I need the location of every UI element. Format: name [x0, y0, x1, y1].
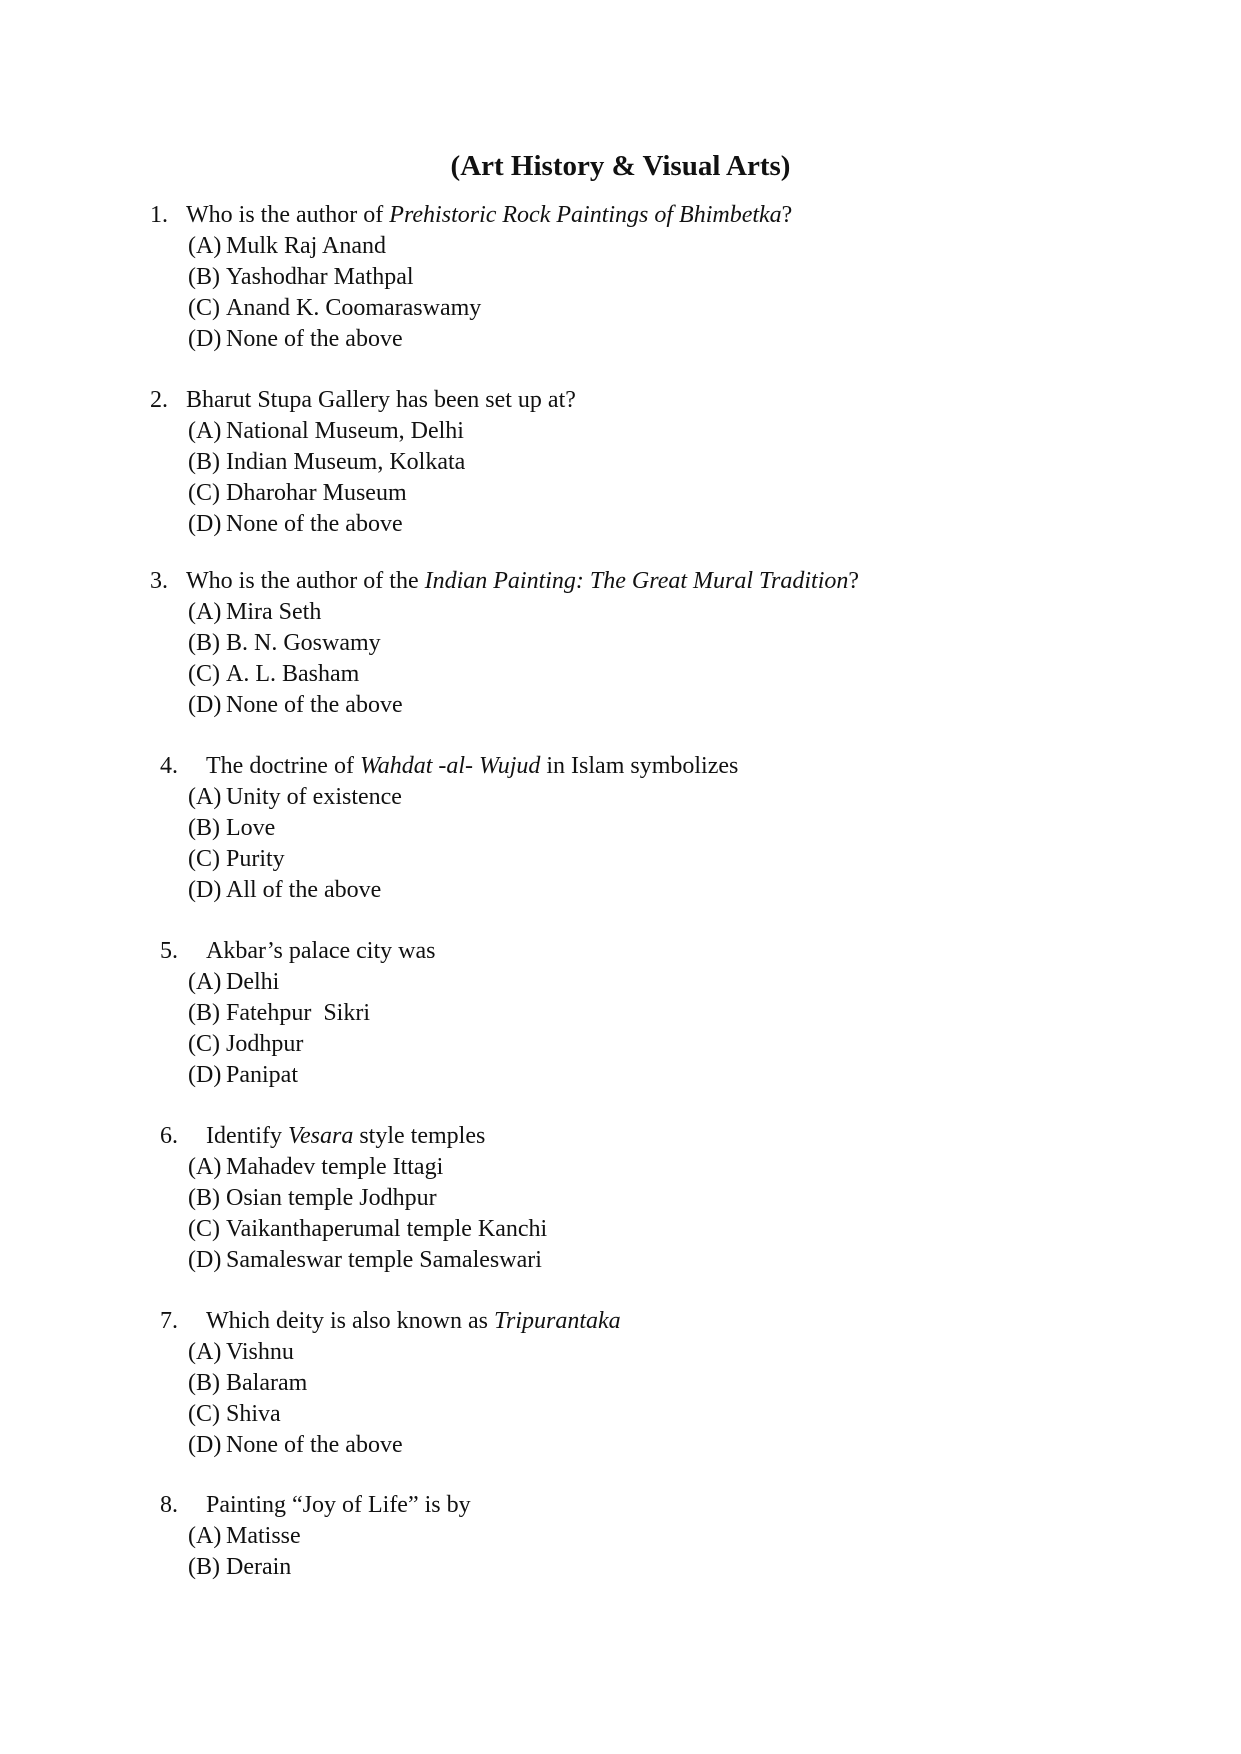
question-text: Who is the author of the [186, 568, 425, 594]
option-text: Mahadev temple Ittagi [226, 1154, 444, 1180]
option-a [160, 1521, 471, 1552]
option-label: (A) [188, 1523, 222, 1549]
question-number: 7. [160, 1308, 178, 1334]
option-text: National Museum, Delhi [226, 418, 464, 444]
option-a [150, 597, 859, 628]
option-text: Panipat [226, 1062, 298, 1088]
option-text: Mira Seth [226, 599, 322, 625]
question-7 [160, 1306, 621, 1461]
option-c [150, 478, 576, 509]
option-label: (A) [188, 969, 222, 995]
option-d [160, 1430, 621, 1461]
option-label: (A) [188, 599, 222, 625]
option-text: Yashodhar Mathpal [226, 264, 414, 290]
question-8 [160, 1490, 471, 1583]
option-b [160, 1552, 471, 1583]
question-stem [150, 200, 792, 231]
question-text-end: ? [781, 202, 793, 228]
option-text: Indian Museum, Kolkata [226, 449, 466, 475]
question-1 [150, 200, 792, 355]
option-a [160, 967, 435, 998]
option-text: Samaleswar temple Samaleswari [226, 1247, 542, 1273]
question-text-italic: Wahdat -al- Wujud [359, 753, 541, 779]
option-label: (C) [188, 1031, 220, 1057]
option-label: (D) [188, 692, 222, 718]
option-a [160, 1337, 621, 1368]
option-d [150, 509, 576, 540]
option-b [150, 447, 576, 478]
option-text: Vaikanthaperumal temple Kanchi [226, 1216, 548, 1242]
question-number: 6. [160, 1123, 178, 1149]
option-label: (D) [188, 511, 222, 537]
question-text: Identify [206, 1123, 288, 1149]
option-label: (C) [188, 846, 220, 872]
option-text: Balaram [226, 1370, 308, 1396]
option-text: Osian temple Jodhpur [226, 1185, 437, 1211]
question-text: The doctrine of [206, 753, 360, 779]
question-stem [160, 1306, 621, 1337]
option-label: (C) [188, 480, 220, 506]
option-text: Love [226, 815, 276, 841]
option-c [160, 1399, 621, 1430]
option-label: (D) [188, 1247, 222, 1273]
option-label: (D) [188, 1062, 222, 1088]
option-text: Dharohar Museum [226, 480, 407, 506]
option-text: Jodhpur [226, 1031, 304, 1057]
option-text: Fatehpur Sikri [226, 1000, 370, 1026]
option-b [160, 998, 435, 1029]
question-text: Painting “Joy of Life” is by [206, 1492, 471, 1518]
question-text: Akbar’s palace city was [206, 938, 436, 964]
option-c [160, 1214, 547, 1245]
option-text: A. L. Basham [226, 661, 360, 687]
question-number: 1. [150, 202, 168, 228]
option-label: (A) [188, 418, 222, 444]
option-a [150, 231, 792, 262]
question-text-end: style temples [353, 1123, 486, 1149]
option-d [160, 875, 738, 906]
option-label: (B) [188, 264, 220, 290]
option-a [150, 416, 576, 447]
option-d [150, 324, 792, 355]
option-c [160, 1029, 435, 1060]
question-stem [160, 1490, 471, 1521]
option-text: None of the above [226, 326, 403, 352]
question-number: 8. [160, 1492, 178, 1518]
option-text: None of the above [226, 1432, 403, 1458]
option-label: (A) [188, 784, 222, 810]
question-text-italic: Indian Painting: The Great Mural Tradition [424, 568, 849, 594]
question-text: Which deity is also known as [206, 1308, 494, 1334]
question-number: 3. [150, 568, 168, 594]
option-label: (B) [188, 1000, 220, 1026]
question-text-italic: Prehistoric Rock Paintings of Bhimbetka [389, 202, 782, 228]
question-text: Bharut Stupa Gallery has been set up at? [186, 387, 576, 413]
question-5 [160, 936, 435, 1091]
option-text: Derain [226, 1554, 292, 1580]
option-b [160, 813, 738, 844]
option-text: None of the above [226, 511, 403, 537]
option-text: B. N. Goswamy [226, 630, 381, 656]
option-text: All of the above [226, 877, 382, 903]
option-label: (B) [188, 1185, 220, 1211]
option-label: (B) [188, 449, 220, 475]
option-label: (C) [188, 295, 220, 321]
question-stem [150, 566, 859, 597]
question-stem [150, 385, 576, 416]
question-stem [160, 1121, 547, 1152]
option-c [150, 659, 859, 690]
page-title: (Art History & Visual Arts) [450, 150, 791, 182]
question-text-italic: Vesara [287, 1123, 354, 1149]
option-text: Mulk Raj Anand [226, 233, 386, 259]
question-4 [160, 751, 738, 906]
question-text: Who is the author of [186, 202, 390, 228]
option-text: Matisse [226, 1523, 301, 1549]
option-a [160, 782, 738, 813]
option-label: (B) [188, 630, 220, 656]
option-label: (C) [188, 1401, 220, 1427]
option-b [160, 1368, 621, 1399]
option-text: Shiva [226, 1401, 281, 1427]
option-label: (D) [188, 326, 222, 352]
option-text: None of the above [226, 692, 403, 718]
question-2 [150, 385, 576, 540]
question-number: 5. [160, 938, 178, 964]
option-b [150, 628, 859, 659]
option-text: Delhi [226, 969, 280, 995]
option-d [150, 690, 859, 721]
option-b [150, 262, 792, 293]
option-b [160, 1183, 547, 1214]
option-label: (D) [188, 1432, 222, 1458]
option-label: (A) [188, 233, 222, 259]
question-text-italic: Tripurantaka [493, 1308, 621, 1334]
option-a [160, 1152, 547, 1183]
option-text: Vishnu [226, 1339, 294, 1365]
option-d [160, 1060, 435, 1091]
question-number: 2. [150, 387, 168, 413]
question-stem [160, 751, 738, 782]
option-d [160, 1245, 547, 1276]
option-label: (B) [188, 1554, 220, 1580]
question-6 [160, 1121, 547, 1276]
option-c [150, 293, 792, 324]
option-label: (B) [188, 815, 220, 841]
question-3 [150, 566, 859, 721]
option-text: Unity of existence [226, 784, 402, 810]
question-stem [160, 936, 435, 967]
question-text-end: ? [848, 568, 860, 594]
option-label: (D) [188, 877, 222, 903]
option-label: (A) [188, 1339, 222, 1365]
option-text: Anand K. Coomaraswamy [226, 295, 482, 321]
option-text: Purity [226, 846, 285, 872]
option-label: (C) [188, 661, 220, 687]
option-label: (A) [188, 1154, 222, 1180]
question-text-end: in Islam symbolizes [540, 753, 739, 779]
option-c [160, 844, 738, 875]
option-label: (B) [188, 1370, 220, 1396]
option-label: (C) [188, 1216, 220, 1242]
question-number: 4. [160, 753, 178, 779]
